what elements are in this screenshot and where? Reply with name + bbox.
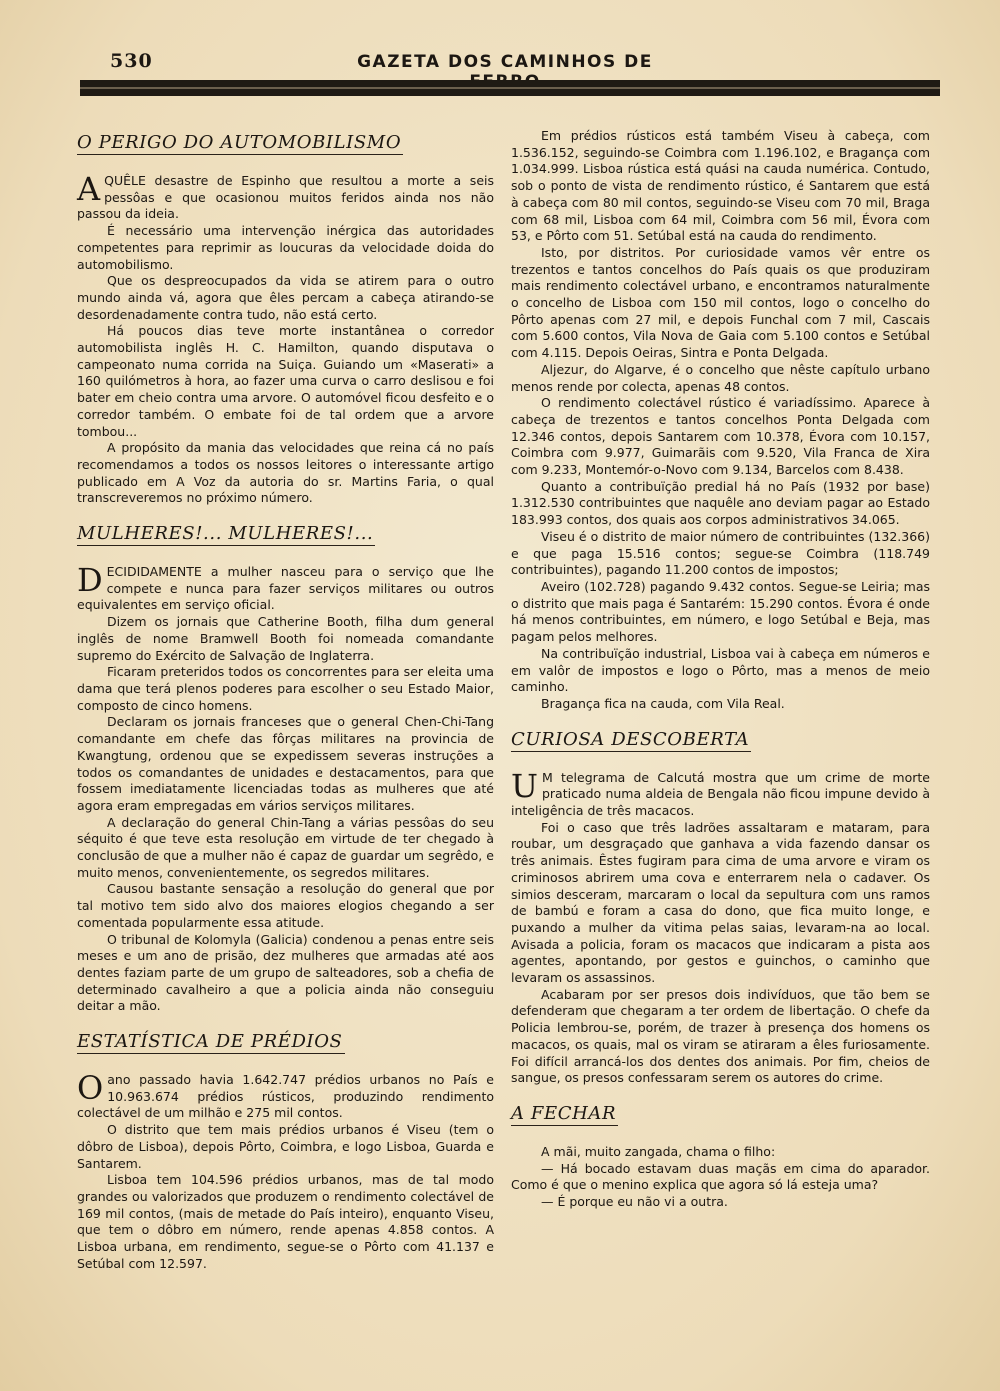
- paragraph: — Há bocado estavam duas maçãs em cima do aparador. Como é que o menino explica que agora só lá esteja uma?: [511, 1160, 930, 1193]
- paragraph-text: ano passado havia 1.642.747 prédios urbanos no País e 10.963.674 prédios rústicos, produzindo rendimento colectável de um milhão e 275 mil contos.: [77, 1072, 494, 1121]
- left-column: [77, 128, 494, 1272]
- paragraph: Declaram os jornais franceses que o general Chen-Chi-Tang comandante em chefe das fôrças militares na provincia de Kwangtung, ordenou que se expedissem severas instruções a todos os comandantes de unidades e destacamentos, para que fossem imediatamente licenciadas todas as mulheres que até agora eram empregadas em vários serviços militares.: [77, 714, 494, 813]
- article-title: CURIOSA DESCOBERTA: [511, 728, 750, 750]
- header-rule: [80, 80, 940, 96]
- article-estatistica-continued: [511, 128, 930, 713]
- article-title: MULHERES!... MULHERES!...: [77, 523, 374, 545]
- paragraph: O distrito que tem mais prédios urbanos é Viseu (tem o dôbro de Lisboa), depois Pôrto, Coimbra, e logo Lisboa, Guarda e Santarem.: [77, 1122, 494, 1171]
- article-title: ESTATÍSTICA DE PRÉDIOS: [77, 1031, 343, 1053]
- paragraph: A declaração do general Chin-Tang a várias pessôas do seu séquito é que teve esta resolução em virtude de ter chegado à conclusão de que a mulher não é capaz de guardar um segrêdo, e muito menos, convenientemente, os segredos militares.: [77, 814, 494, 880]
- drop-cap: U: [511, 766, 538, 805]
- drop-cap: D: [77, 561, 103, 600]
- paragraph: O rendimento colectável rústico é variadíssimo. Aparece à cabeça de trezentos e tantos concelhos Ponta Delgada com 12.346 contos, depois Santarem com 10.378, Évora com 10.157, Coimbra com 9.977, Guimarãis com 9.520, Vila Franca de Xira com 9.233, Montemór-o-Novo com 9.134, Barcelos com 8.438.: [511, 395, 930, 478]
- paragraph: Em prédios rústicos está também Viseu à cabeça, com 1.536.152, seguindo-se Coimbra com 1.196.102, e Bragança com 1.034.999. Lisboa rústica está quási na cauda numérica. Contudo, sob o ponto de vista de rendimento rústico, é Santarem que está à cabeça com 80 mil contos, seguindo-se Viseu com 70 mil, Braga com 68 mil, Lisboa com 64 mil, Coimbra com 56 mil, Évora com 53, e Pôrto com 51. Setúbal está na cauda do rendimento.: [511, 128, 930, 244]
- paragraph: O tribunal de Kolomyla (Galicia) condenou a penas entre seis meses e um ano de prisão, dez mulheres que armadas até aos dentes faziam parte de um grupo de salteadores, sob a chefia de determinado cavalheiro a que a policia ainda não conseguiu deitar a mão.: [77, 931, 494, 1014]
- paragraph: Foi o caso que três ladrões assaltaram e mataram, para roubar, um desgraçado que ganhava a vida fazendo dansar os três animais. Êstes fugiram para cima de uma arvore e viram os criminosos abrirem uma cova e enterrarem nela o cadaver. Os simios desceram, marcaram o local da sepultura com uns ramos de bambú e foram a casa do dono, que fica muito longe, e puxando a mulher da vitima pelas saias, levaram-na ao local. Avisada a policia, foram os macacos que indicaram a pista aos agentes, apontando, por gestos e guinchos, o caminho que levaram os assassinos.: [511, 819, 930, 986]
- paragraph: Acabaram por ser presos dois indivíduos, que tão bem se defenderam que chegaram a ter ordem de libertação. O chefe da Policia lembrou-se, porém, de trazer à presença dos homens os macacos, os quais, mal os viram se atiraram a êles furiosamente. Foi difícil arrancá-los dos dentes dos animais. Por fim, cheios de sangue, os presos confessaram serem os autores do crime.: [511, 986, 930, 1086]
- paragraph: [77, 1069, 494, 1122]
- article-title: A FECHAR: [511, 1102, 617, 1124]
- paragraph-text: M telegrama de Calcutá mostra que um crime de morte praticado numa aldeia de Bengala não ficou impune devido à inteligência de três macacos.: [511, 769, 930, 819]
- publication-title: GAZETA DOS CAMINHOS DE: [357, 52, 653, 72]
- article-perigo: [77, 128, 494, 507]
- article-estatistica: [77, 1027, 494, 1272]
- paragraph: Aljezur, do Algarve, é o concelho que nêste capítulo urbano menos rende por colecta, apenas 48 contos.: [511, 361, 930, 394]
- paragraph: A propósito da mania das velocidades que reina cá no país recomendamos a todos os nossos leitores o interessante artigo publicado em A Voz da autoria do sr. Martins Faria, o qual transcreveremos no próximo número.: [77, 440, 494, 506]
- page-number: 530: [110, 50, 153, 72]
- paragraph: Quanto a contribuïção predial há no País (1932 por base) 1.312.530 contribuintes que naquêle ano deviam pagar ao Estado 183.993 contos, dos quais aos corpos administrativos 34.065.: [511, 478, 930, 528]
- paragraph: [77, 170, 494, 223]
- paragraph: Aveiro (102.728) pagando 9.432 contos. Segue-se Leiria; mas o distrito que mais paga é Santarém: 15.290 contos. Évora é onde há menos contribuintes, em número, e logo Setúbal e Beja, mas pagam pelos melhores.: [511, 578, 930, 645]
- right-column: [511, 128, 930, 1211]
- paragraph: Na contribuïção industrial, Lisboa vai à cabeça em números e em valôr de impostos e logo o Pôrto, mas a menos de meio caminho.: [511, 645, 930, 695]
- paragraph: [511, 766, 930, 820]
- paragraph: Bragança fica na cauda, com Vila Real.: [541, 695, 785, 711]
- paragraph: Lisboa tem 104.596 prédios urbanos, mas de tal modo grandes ou valorizados que produzem o rendimento colectável de 169 mil contos, (mais de metade do País inteiro), enquanto Viseu, que tem o dôbro em número, rende apenas 4.858 contos. A Lisboa urbana, em rendimento, segue-se o Pôrto com 41.137 e Setúbal com 12.597.: [77, 1172, 494, 1271]
- article-curiosa: [511, 725, 930, 1087]
- article-fechar: [511, 1099, 930, 1211]
- paragraph: — É porque eu não vi a outra.: [541, 1194, 728, 1210]
- paragraph: Isto, por distritos. Por curiosidade vamos vêr entre os trezentos e tantos concelhos do País quais os que produziram mais rendimento colectável urbano, e encontramos naturalmente o concelho de Lisboa com 150 mil contos, logo o concelho do Pôrto apenas com 27 mil, e depois Funchal com 7 mil, Cascais com 5.600 contos, Vila Nova de Gaia com 5.100 contos e Setúbal com 4.115. Depois Oeiras, Sintra e Ponta Delgada.: [511, 244, 930, 361]
- paragraph: Dizem os jornais que Catherine Booth, filha dum general inglês de nome Bramwell Booth foi nomeada comandante supremo do Exército de Salvação de Inglaterra.: [77, 614, 494, 663]
- paragraph: A mãi, muito zangada, chama o filho:: [541, 1143, 776, 1159]
- paragraph: Ficaram preteridos todos os concorrentes para ser eleita uma dama que terá plenos poderes para escolher o seu Estado Maior, composto de cinco homens.: [77, 664, 494, 713]
- article-mulheres: [77, 519, 494, 1015]
- paragraph: Causou bastante sensação a resolução do general que por tal motivo tem sido alvo dos maiores elogios chegando a ser comentada popularmente essa atitude.: [77, 881, 494, 930]
- paragraph: Viseu é o distrito de maior número de contribuintes (132.366) e que paga 15.516 contos; segue-se Coimbra (118.749 contribuintes), pagando 11.200 contos de impostos;: [511, 528, 930, 578]
- paragraph: É necessário uma intervenção inérgica das autoridades competentes para reprimir as loucuras da velocidade doida do automobilismo.: [77, 223, 494, 272]
- paragraph: [77, 561, 494, 614]
- paragraph: Há poucos dias teve morte instantânea o corredor automobilista inglês H. C. Hamilton, quando disputava o campeonato numa corrida na Suiça. Guiando um «Maserati» a 160 quilómetros à hora, ao fazer uma curva o carro deslisou e foi bater em cheio contra uma arvore. O automóvel ficou desfeito e o corredor também. O embate foi de tal ordem que a arvore tombou...: [77, 323, 494, 439]
- article-title: O PERIGO DO AUTOMOBILISMO: [77, 132, 402, 153]
- paragraph-text: QUÊLE desastre de Espinho que resultou a morte a seis pessôas e que ocasionou muitos feridos ainda nos não passou da ideia.: [77, 173, 494, 222]
- paragraph-text: ECIDIDAMENTE a mulher nasceu para o serviço que lhe compete e nunca para fazer serviços militares ou outros equivalentes em serviço oficial.: [77, 564, 494, 613]
- drop-cap: A: [77, 170, 101, 208]
- paragraph: Que os despreocupados da vida se atirem para o outro mundo ainda vá, agora que êles percam a cabeça atirando-se desordenadamente contra tudo, não está certo.: [77, 273, 494, 322]
- drop-cap: O: [77, 1069, 104, 1108]
